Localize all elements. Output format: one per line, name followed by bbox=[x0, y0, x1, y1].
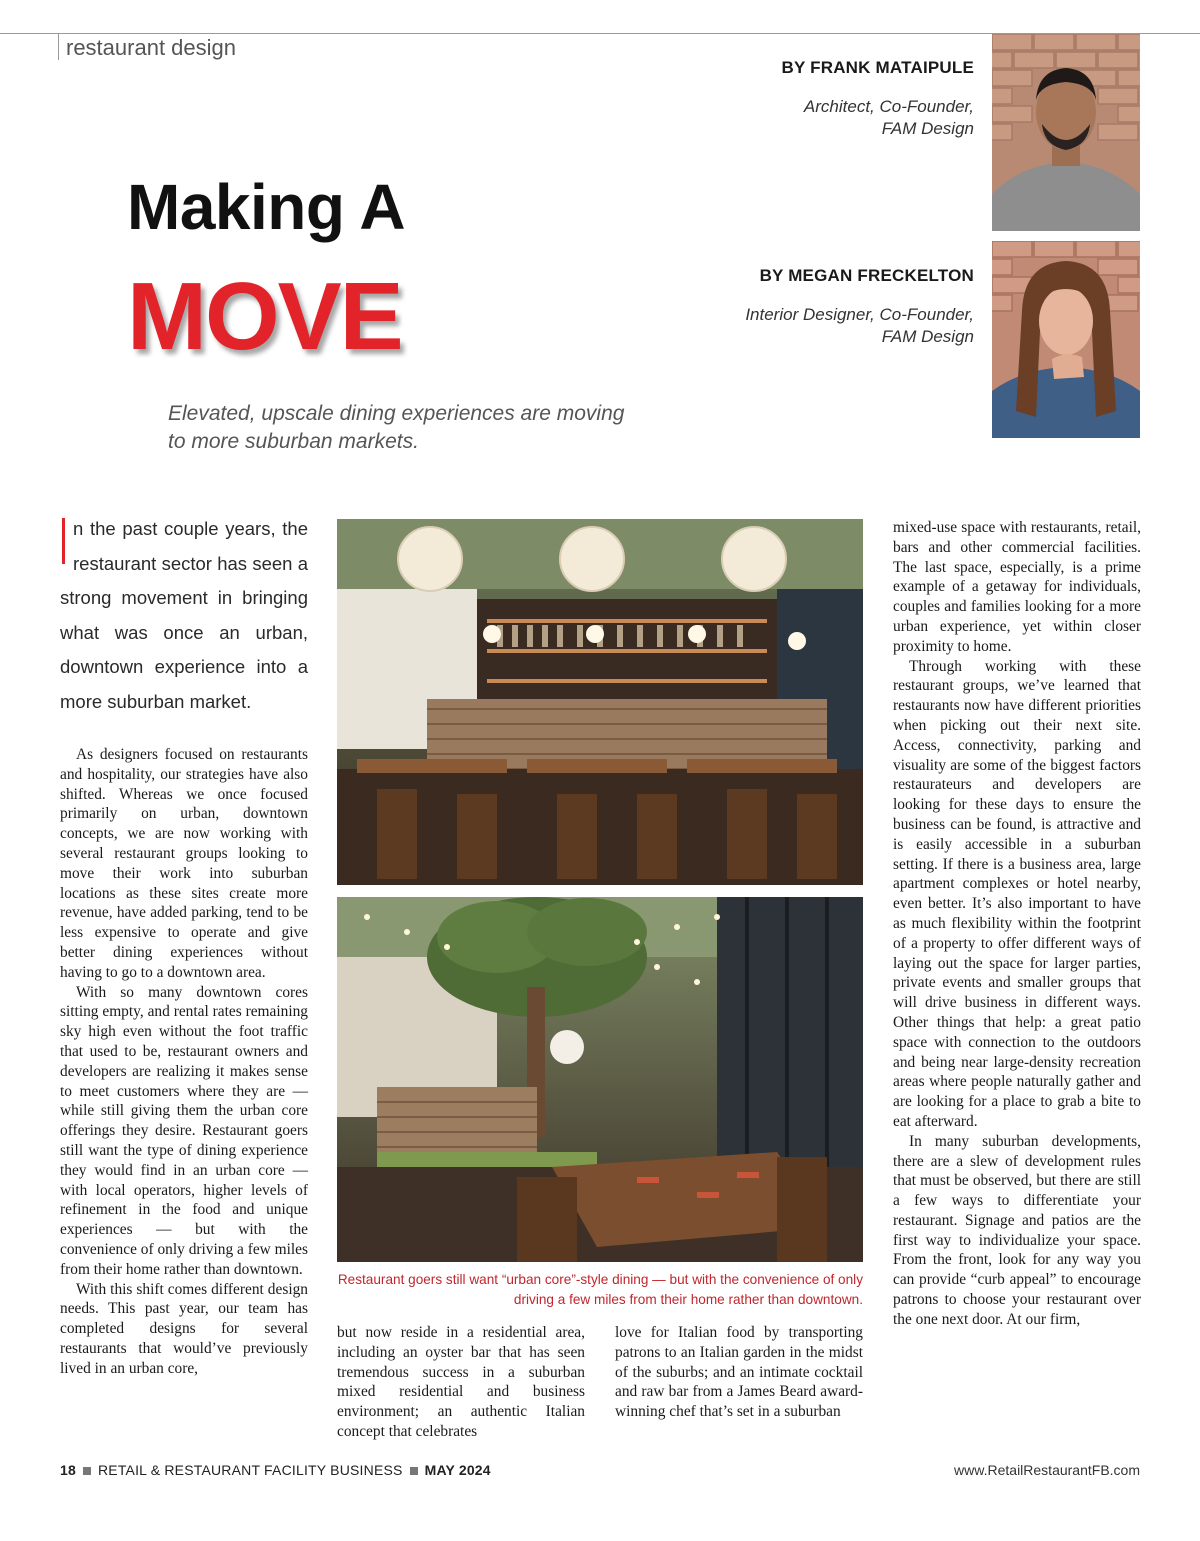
section-tag: restaurant design bbox=[58, 34, 236, 60]
restaurant-photo-booths bbox=[337, 519, 863, 885]
column-4-paragraph-3: In many suburban developments, there are a slew of development rules that must be observed, but there are still a few ways to differentiate your restaurant. Signage and patios are the first way to individualize your space. From the front, look for any way you can provide “curb appeal” to encourage patrons to choose your restaurant over the one next door. At our firm, bbox=[893, 1132, 1141, 1328]
issue-date: MAY 2024 bbox=[424, 1462, 491, 1478]
column-3-paragraph: love for Italian food by transporting patrons to an Italian garden in the midst of the suburbs; and an intimate cocktail and raw bar from a James Beard award-winning chef that’s set in a suburban bbox=[615, 1324, 863, 1421]
body-column-3 bbox=[615, 1323, 863, 1422]
author-1-byline: BY FRANK MATAIPULE bbox=[781, 58, 974, 77]
author-2-role-line2: FAM Design bbox=[881, 327, 974, 346]
lead-paragraph bbox=[60, 512, 308, 720]
column-2-paragraph: but now reside in a residential area, including an oyster bar that has seen tremendous success in a suburban mixed residential and business environment; an authentic Italian concept that celebrates bbox=[337, 1324, 585, 1440]
author-1-photo bbox=[992, 34, 1140, 231]
square-bullet-icon bbox=[410, 1467, 418, 1475]
author-2-role-line1: Interior Designer, Co-Founder, bbox=[745, 305, 974, 324]
lead-text: n the past couple years, the restaurant sector has seen a strong movement in bringing what was once an urban, downtown experience into a more suburban market. bbox=[60, 518, 308, 712]
caption-line-1: Restaurant goers still want “urban core”-style dining — but with the convenience of only bbox=[337, 1272, 863, 1287]
photo-caption bbox=[337, 1270, 863, 1310]
deck-subheadline: Elevated, upscale dining experiences are moving to more suburban markets. bbox=[168, 402, 625, 453]
author-2-byline: BY MEGAN FRECKELTON bbox=[759, 266, 974, 285]
body-column-1 bbox=[60, 745, 308, 1379]
author-1-role bbox=[782, 96, 974, 140]
square-bullet-icon bbox=[83, 1467, 91, 1475]
body-column-2 bbox=[337, 1323, 585, 1442]
column-4-paragraph-2: Through working with these restaurant groups, we’ve learned that restaurants now have different priorities when picking out their next site. Access, connectivity, parking and visuality are some of the biggest factors restaurateurs and developers are looking for these days to ensure the business can be found, is attractive and is easily accessible in a suburban setting. If there is a business area, large apartment complexes or hotel nearby, even better. It’s also important to have as much flexibility within the footprint of a property to offer different ways of laying out the space for larger parties, private events and smaller groups that will drive business in different ways. Other things that help: a great patio space with connection to the outdoors and being near large-density recreation areas where people naturally gather and are looking for a place to grab a bite to eat afterward. bbox=[893, 657, 1141, 1130]
author-1-block bbox=[782, 58, 974, 140]
column-1-paragraph-2: With so many downtown cores sitting empty, and rental rates remaining sky high even without the foot traffic that used to be, restaurant owners and developers are realizing it makes sense to meet customers where they are — while still giving them the urban core offerings they desire. Restaurant goers still want the type of dining experience they would find in an urban core — with local operators, higher levels of refinement in the food and unique experiences — but with the convenience of only driving a few miles from their home rather than downtown. bbox=[60, 983, 308, 1278]
author-2-photo bbox=[992, 241, 1140, 438]
author-2-block bbox=[745, 266, 974, 348]
column-1-paragraph-1: As designers focused on restaurants and hospitality, our strategies have also shifted. Whereas we once focused primarily on urban, downtown concepts, we are now working with several restaurant groups looking to move their work into suburban locations as these sites create more revenue, have added parking, tend to be less expensive to operate and give better dining experiences without having to go to a downtown area. bbox=[60, 746, 308, 981]
publication-name: RETAIL & RESTAURANT FACILITY BUSINESS bbox=[97, 1462, 403, 1478]
footer-website-link[interactable]: www.RetailRestaurantFB.com bbox=[954, 1462, 1140, 1478]
headline-line-1: Making A bbox=[127, 171, 406, 243]
headline-line-2: MOVE bbox=[127, 263, 402, 370]
column-4-paragraph-1: mixed-use space with restaurants, retail, bars and other commercial facilities. The last space, especially, is a prime example of a getaway for individuals, couples and families looking for a more urban experience, yet within closer proximity to home. bbox=[893, 519, 1141, 655]
page-number: 18 bbox=[60, 1462, 76, 1478]
restaurant-photo-tree bbox=[337, 897, 863, 1262]
caption-line-2: driving a few miles from their home rather than downtown. bbox=[513, 1292, 863, 1307]
lead-drop-letter bbox=[62, 518, 65, 564]
author-1-role-line1: Architect, Co-Founder, bbox=[803, 97, 974, 116]
author-1-role-line2: FAM Design bbox=[881, 119, 974, 138]
body-column-4 bbox=[893, 518, 1141, 1330]
column-1-paragraph-3: With this shift comes different design needs. This past year, our team has completed designs for several restaurants that would’ve previously lived in an urban core, bbox=[60, 1280, 308, 1377]
author-2-role bbox=[745, 304, 974, 348]
footer-folio bbox=[60, 1462, 491, 1478]
